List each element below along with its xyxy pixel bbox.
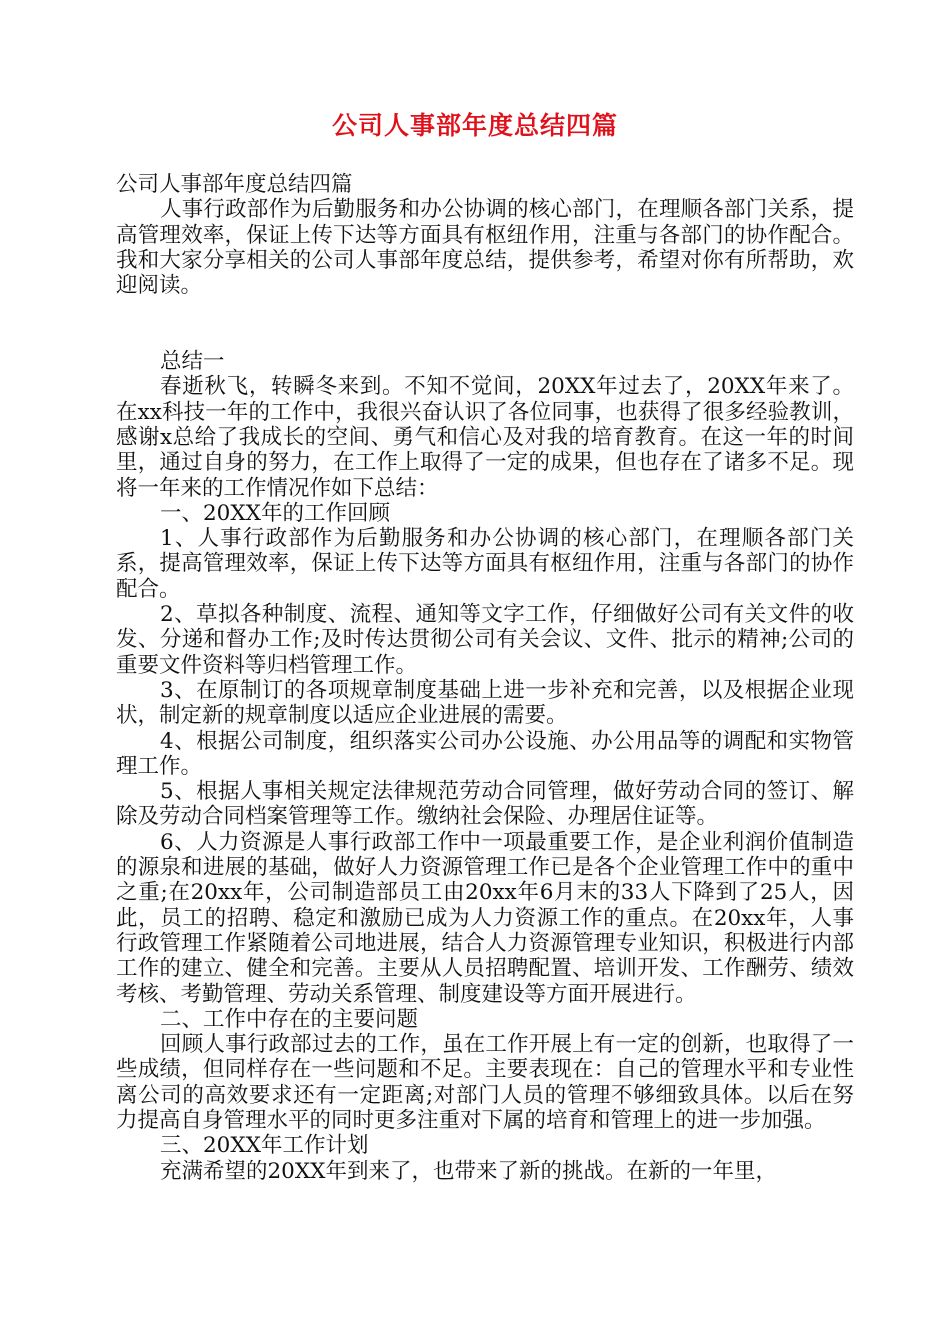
- list-item: 1、人事行政部作为后勤服务和办公协调的核心部门，在理顺各部门关系，提高管理效率，保证上传下达等方面具有枢纽作用，注重与各部门的协作配合。: [116, 526, 854, 602]
- document-body: [116, 172, 854, 1184]
- part2-heading: 二、工作中存在的主要问题: [160, 1006, 419, 1032]
- part3-paragraph: 充满希望的20XX年到来了，也带来了新的挑战。在新的一年里，: [160, 1158, 777, 1184]
- part3-heading: 三、20XX年工作计划: [160, 1133, 369, 1159]
- list-item: 3、在原制订的各项规章制度基础上进一步补充和完善，以及根据企业现状，制定新的规章制度以适应企业进展的需要。: [116, 677, 854, 729]
- part2-paragraph: 回顾人事行政部过去的工作，虽在工作开展上有一定的创新，也取得了一些成绩，但同样存在一些问题和不足。主要表现在：自己的管理水平和专业性离公司的高效要求还有一定距离;对部门人员的管理不够细致具体。以后在努力提高自身管理水平的同时更多注重对下属的培育和管理上的进一步加强。: [116, 1032, 854, 1133]
- part1-heading: 一、20XX年的工作回顾: [160, 500, 390, 526]
- list-item: 4、根据公司制度，组织落实公司办公设施、办公用品等的调配和实物管理工作。: [116, 728, 854, 779]
- intro-paragraph: 人事行政部作为后勤服务和办公协调的核心部门，在理顺各部门关系，提高管理效率，保证上传下达等方面具有枢纽作用，注重与各部门的协作配合。我和大家分享相关的公司人事部年度总结，提供参考，希望对你有所帮助，欢迎阅读。: [116, 197, 854, 299]
- section-heading: 总结一: [160, 349, 225, 375]
- document-title: 公司人事部年度总结四篇: [331, 111, 618, 140]
- section-intro-paragraph: 春逝秋飞，转瞬冬来到。不知不觉间，20XX年过去了，20XX年来了。在xx科技一年的工作中，我很兴奋认识了各位同事，也获得了很多经验教训，感谢x总给了我成长的空间、勇气和信心及对我的培育教育。在这一年的时间里，通过自身的努力，在工作上取得了一定的成果，但也存在了诸多不足。现将一年来的工作情况作如下总结：: [116, 374, 854, 501]
- document-subtitle: 公司人事部年度总结四篇: [116, 172, 353, 197]
- list-item: 2、草拟各种制度、流程、通知等文字工作，仔细做好公司有关文件的收发、分递和督办工作;及时传达贯彻公司有关会议、文件、批示的精神;公司的重要文件资料等归档管理工作。: [116, 602, 854, 678]
- list-item: 6、人力资源是人事行政部工作中一项最重要工作，是企业利润价值制造的源泉和进展的基础，做好人力资源管理工作已是各个企业管理工作中的重中之重;在20xx年，公司制造部员工由20xx年6月末的33人下降到了25人，因此，员工的招聘、稳定和激励已成为人力资源工作的重点。在20xx年，人事行政管理工作紧随着公司地进展，结合人力资源管理专业知识，积极进行内部工作的建立、健全和完善。主要从人员招聘配置、培训开发、工作酬劳、绩效考核、考勤管理、劳动关系管理、制度建设等方面开展进行。: [116, 829, 854, 1007]
- blank-gap: [116, 298, 854, 349]
- list-item: 5、根据人事相关规定法律规范劳动合同管理，做好劳动合同的签订、解除及劳动合同档案管理等工作。缴纳社会保险、办理居住证等。: [116, 779, 854, 830]
